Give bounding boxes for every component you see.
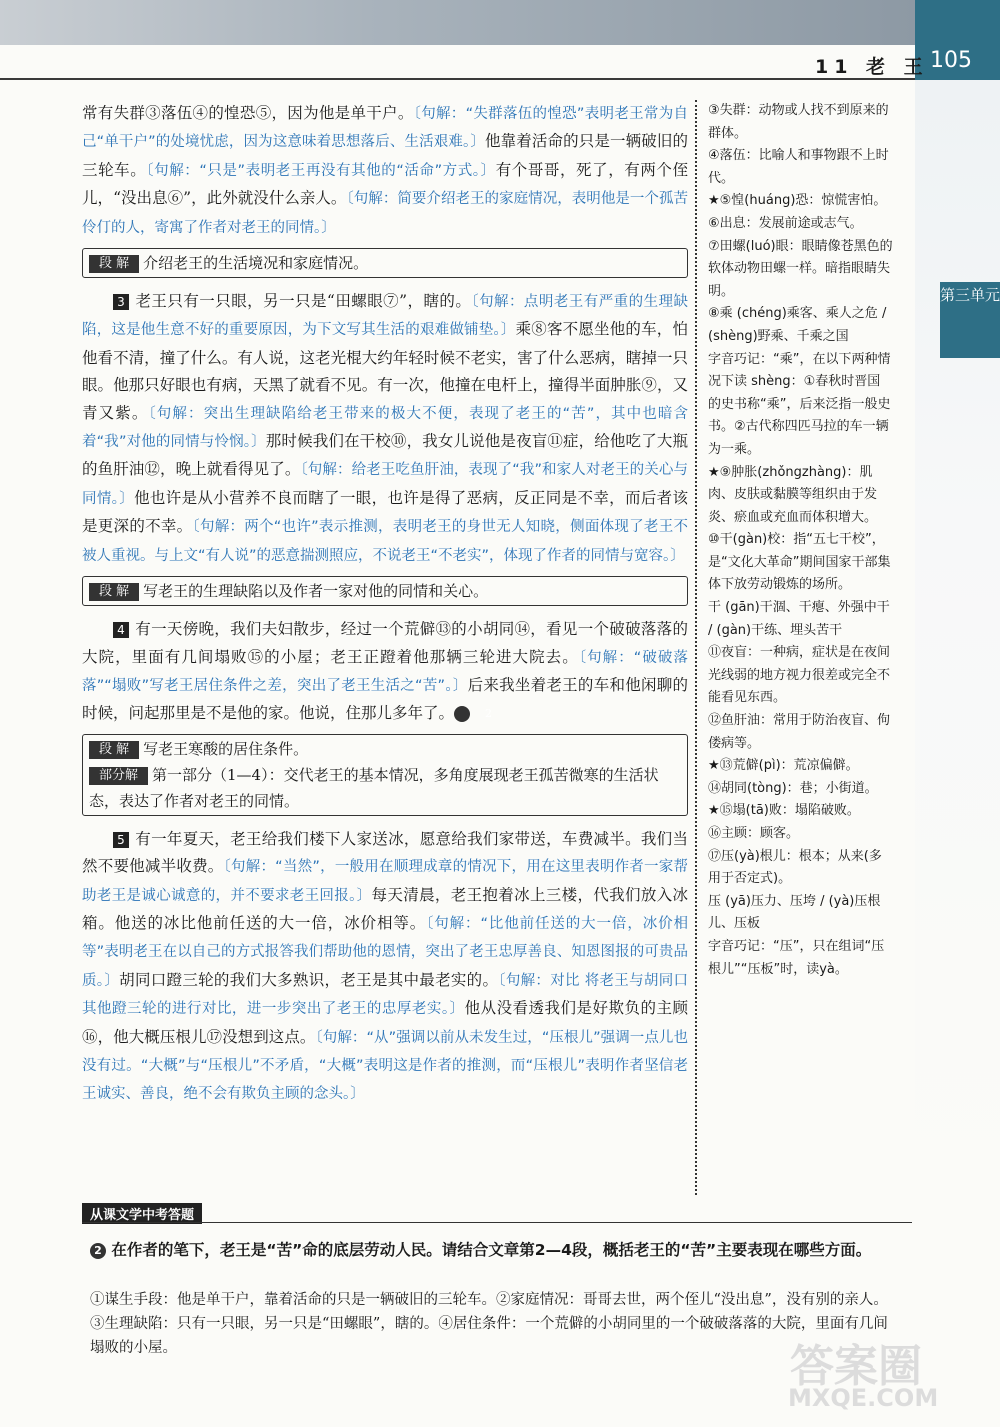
note-item: ④落伍：比喻人和事物跟不上时代。 xyxy=(708,148,889,186)
paragraph-analysis: 段 解 介绍老王的生活境况和家庭情况。 xyxy=(82,248,688,278)
note-item: 干 (gān)干涸、干瘪、外强中干 / (gàn)干练、埋头苦干 xyxy=(708,600,890,638)
chapter-title: 11 老 王 xyxy=(815,56,929,78)
paragraph-5: 5 有一年夏天，老王给我们楼下人家送冰，愿意给我们家带送，车费减半。我们当然不要他减半收费。〔句解：“当然”，一般用在顺理成章的情况下，用在这里表明作者一家帮助老王是诚心诚意的，并不要求老王回报。〕每天清晨，老王抱着冰上三楼，代我们放入冰箱。他送的冰比他前任送的大一倍，冰价相等。〔句解：“比他前任送的大一倍，冰价相等”表明老王在以自己的方式报答我们帮助他的恩情，突出了老王忠厚善良、知恩图报的可贵品质。〕胡同口蹬三轮的我们大多熟识，老王是其中最老实的。〔句解：对比 将老王与胡同口其他蹬三轮的进行对比，进一步突出了老王的忠厚老实。〕他从没看透我们是好欺负的主顾⑯，他大概压根儿⑰没想到这点。〔句解：“从”强调以前从未发生过，“压根儿”强调一点儿也没有过。“大概”与“压根儿”不矛盾，“大概”表明这是作者的推测，而“压根儿”表明作者坚信老王诚实、善良，绝不会有欺负主顾的念头。〕 xyxy=(82,829,688,1103)
watermark-logo: 答案圈 xyxy=(790,1341,922,1392)
question-marker-icon: 2 xyxy=(90,1243,106,1259)
paragraph-4: 4 有一天傍晚，我们夫妇散步，经过一个荒僻⑬的小胡同⑭，看见一个破破落落的大院，里面有几间塌败⑮的小屋；老王正蹬着他那辆三轮进大院去。〔句解：“破破落落”“塌败”写老王居住条件之差，突出了老王生活之“苦”。〕后来我坐着老王的车和他闲聊的时候，问起那里是不是他的家。他说，住那儿多年了。 2 xyxy=(82,620,688,723)
main-text xyxy=(82,100,688,1109)
note-item: ⑭胡同(tòng)：巷；小街道。 xyxy=(708,780,878,796)
paragraph-analysis: 段 解 写老王的生理缺陷以及作者一家对他的同情和关心。 xyxy=(82,576,688,606)
exam-answer: ①谋生手段：他是单干户，靠着活命的只是一辆破旧的三轮车。②家庭情况：哥哥去世，两个侄儿“没出息”，没有别的亲人。③生理缺陷：只有一只眼，另一只是“田螺眼”，瞎的。④居住条件：一个荒僻的小胡同里的一个破破落落的大院，里面有几间塌败的小屋。 xyxy=(90,1292,888,1356)
header-rule xyxy=(0,78,915,80)
note-item: ⑰压(yà)根儿：根本；从来(多用于否定式)。 xyxy=(708,848,882,887)
note-item: ★⑮塌(tā)败：塌陷破败。 xyxy=(708,803,860,819)
paragraph-analysis: 段 解 写老王寒酸的居住条件。 部分解 第一部分（1—4）：交代老王的基本情况，多角度展现老王孤苦微寒的生活状态，表达了作者对老王的同情。 xyxy=(82,734,688,816)
mnemonic: 字音巧记：“乘”，在以下两种情况下读 shèng：①春秋时晋国的史书称“乘”，后来泛指一般史书。②古代称四匹马拉的车一辆为一乘。 xyxy=(708,351,891,457)
note-item: ⑩干(gàn)校：指“五七干校”，是“文化大革命”期间国家干部集体下放劳动锻炼的场所。 xyxy=(708,532,891,593)
note-item: ⑯主顾：顾客。 xyxy=(708,826,800,841)
note-item: ★⑬荒僻(pì)：荒凉偏僻。 xyxy=(708,758,859,774)
column-divider xyxy=(695,100,697,1195)
paragraph-2: 常有失群③落伍④的惶恐⑤，因为他是单干户。〔句解：“失群落伍的惶恐”表明老王常为自己“单干户”的处境忧虑，因为这意味着思想落后、生活艰难。〕他靠着活命的只是一辆破旧的三轮车。〔句解：“只是”表明老王再没有其他的“活命”方式。〕有个哥哥，死了，有两个侄儿，“没出息⑥”，此外就没什么亲人。〔句解：简要介绍老王的家庭情况，表明他是一个孤苦伶仃的人，寄寓了作者对老王的同情。〕 xyxy=(82,104,688,236)
mnemonic: 字音巧记：“压”，只在组词“压根儿”“压板”时，读yà。 xyxy=(708,938,885,977)
question-marker-icon: 2 xyxy=(454,706,470,722)
header-band xyxy=(0,0,915,45)
section-header: 从课文学中考答题 xyxy=(82,1203,202,1224)
note-item: ⑧乘 (chéng)乘客、乘人之危 / (shèng)野乘、千乘之国 xyxy=(708,306,887,344)
margin-decoration xyxy=(915,80,1000,1180)
note-item: ★⑤惶(huáng)恐：惊慌害怕。 xyxy=(708,193,887,209)
note-item: ⑪夜盲：一种病，症状是在夜间光线弱的地方视力很差或完全不能看见东西。 xyxy=(708,645,891,706)
side-notes xyxy=(708,100,893,981)
section-rule xyxy=(82,1222,912,1223)
note-item: 压 (yā)压力、压垮 / (yà)压根儿、压板 xyxy=(708,893,881,932)
note-item: ⑦田螺(luó)眼：眼睛像苍黑色的软体动物田螺一样。暗指眼睛失明。 xyxy=(708,238,893,299)
watermark-url: MXQE.COM xyxy=(788,1384,939,1412)
unit-tab: 第三单元 xyxy=(940,282,1000,358)
note-item: ⑥出息：发展前途或志气。 xyxy=(708,215,863,231)
note-item: ★⑨肿胀(zhǒngzhàng)：肌肉、皮肤或黏膜等组织由于发炎、瘀血或充血而体积增大。 xyxy=(708,464,878,525)
note-item: ③失群：动物或人找不到原来的群体。 xyxy=(708,103,889,141)
paragraph-3: 3 老王只有一只眼，另一只是“田螺眼⑦”，瞎的。〔句解：点明老王有严重的生理缺陷，这是他生意不好的重要原因，为下文写其生活的艰难做铺垫。〕乘⑧客不愿坐他的车，怕他看不清，撞了什么。有人说，这老光棍大约年轻时候不老实，害了什么恶病，瞎掉一只眼。他那只好眼也有病，天黑了就看不见。有一次，他撞在电杆上，撞得半面肿胀⑨，又青又紫。〔句解：突出生理缺陷给老王带来的极大不便，表现了老王的“苦”，其中也暗含着“我”对他的同情与怜悯。〕那时候我们在干校⑩，我女儿说他是夜盲⑪症，给他吃了大瓶的鱼肝油⑫，晚上就看得见了。〔句解：给老王吃鱼肝油，表现了“我”和家人对老王的关心与同情。〕他也许是从小营养不良而瞎了一眼，也许是得了恶病，反正同是不幸，而后者该是更深的不幸。〔句解：两个“也许”表示推测，表明老王的身世无人知晓，侧面体现了老王不被人重视。与上文“有人说”的恶意揣测照应，不说老王“不老实”，体现了作者的同情与宽容。〕 xyxy=(82,292,688,564)
exam-question: 2 在作者的笔下，老王是“苦”命的底层劳动人民。请结合文章第2—4段，概括老王的“苦”主要表现在哪些方面。 xyxy=(90,1238,902,1263)
page-number: 105 xyxy=(930,48,972,73)
note-item: ⑫鱼肝油：常用于防治夜盲、佝偻病等。 xyxy=(708,713,891,751)
